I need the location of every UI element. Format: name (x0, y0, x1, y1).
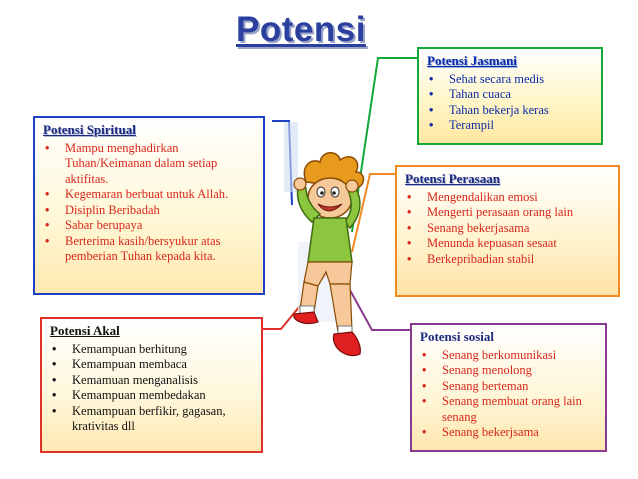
list-item: • Terampil (427, 118, 593, 134)
list-item: • Kemampuan berhitung (50, 342, 253, 358)
list-item: • Senang membuat orang lain senang (420, 394, 597, 425)
box-potensi-akal (40, 317, 263, 453)
cartoon-boy-illustration (284, 122, 364, 356)
list-item: • Senang berteman (420, 379, 597, 395)
list-item: • Tahan bekerja keras (427, 103, 593, 119)
box-potensi-perasaan (395, 165, 620, 297)
list-item: • Kegemaran berbuat untuk Allah. (43, 187, 255, 203)
list-item: • Sehat secara medis (427, 72, 593, 88)
heading-potensi-jasmani: Potensi Jasmani (427, 53, 517, 68)
list-item: • Menunda kepuasan sesaat (405, 236, 610, 252)
heading-potensi-sosial: Potensi sosial (420, 329, 495, 344)
list-item: • Kemampuan berfikir, gagasan, krativitas dll (50, 404, 253, 435)
list-item: • Mengerti perasaan orang lain (405, 205, 610, 221)
page-title: Potensi (236, 10, 366, 49)
list-item: • Kemamuan menganalisis (50, 373, 253, 389)
box-potensi-sosial (410, 323, 607, 452)
heading-potensi-spiritual: Potensi Spiritual (43, 122, 136, 137)
box-potensi-jasmani (417, 47, 603, 145)
heading-potensi-perasaan: Potensi Perasaan (405, 171, 500, 186)
list-item: • Berterima kasih/bersyukur atas pemberian Tuhan kepada kita. (43, 234, 255, 265)
list-item: • Tahan cuaca (427, 87, 593, 103)
list-potensi-sosial (420, 348, 597, 441)
list-item: • Mampu menghadirkan Tuhan/Keimanan dalam setiap aktifitas. (43, 141, 255, 188)
list-potensi-akal (50, 342, 253, 435)
box-potensi-spiritual (33, 116, 265, 295)
list-potensi-perasaan (405, 190, 610, 268)
list-item: • Senang menolong (420, 363, 597, 379)
list-item: • Disiplin Beribadah (43, 203, 255, 219)
list-potensi-jasmani (427, 72, 593, 134)
list-item: • Kemampuan membedakan (50, 388, 253, 404)
list-item: • Kemampuan membaca (50, 357, 253, 373)
list-item: • Berkepribadian stabil (405, 252, 610, 268)
heading-potensi-akal: Potensi Akal (50, 323, 120, 338)
list-item: • Senang bekerjsama (420, 425, 597, 441)
list-item: • Senang bekerjasama (405, 221, 610, 237)
list-item: • Sabar berupaya (43, 218, 255, 234)
list-item: • Mengendalikan emosi (405, 190, 610, 206)
list-potensi-spiritual (43, 141, 255, 265)
list-item: • Senang berkomunikasi (420, 348, 597, 364)
